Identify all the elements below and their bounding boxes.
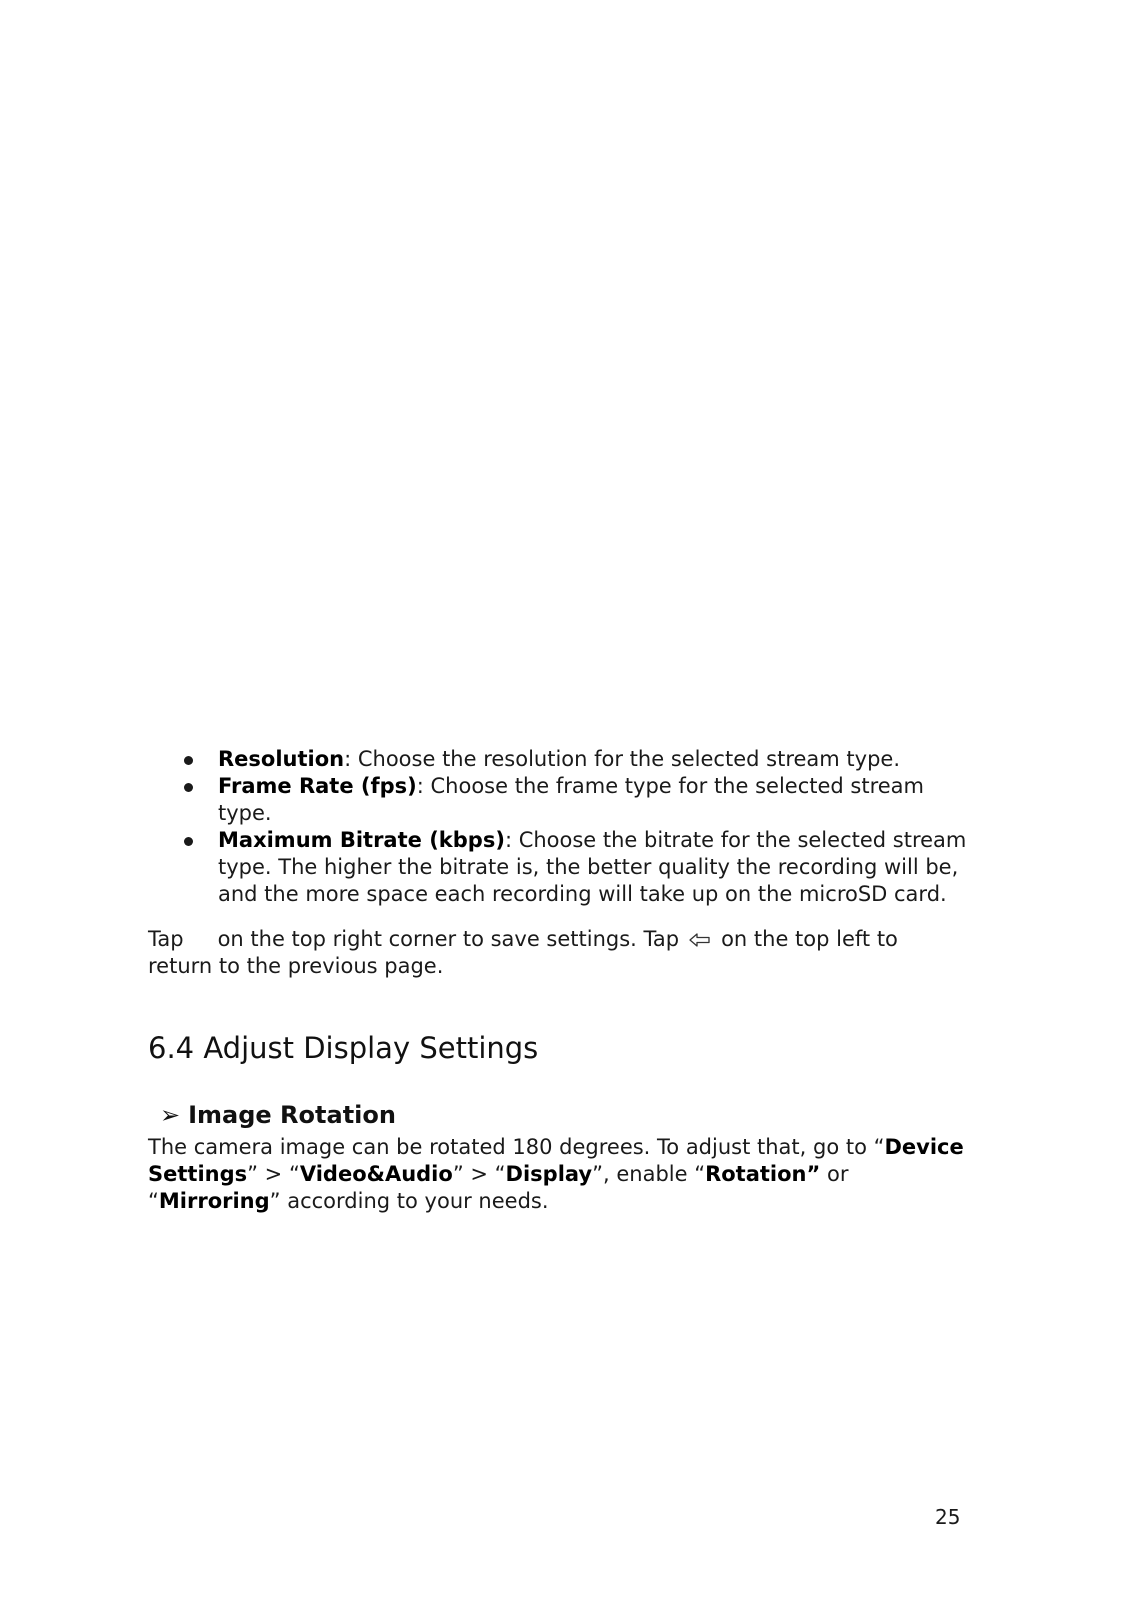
back-arrow-icon xyxy=(679,928,721,948)
arrow-bullet-icon: ➢ xyxy=(160,1101,181,1129)
page-number: 25 xyxy=(935,1505,961,1529)
bullet-text: : Choose the bitrate for the selected stream type. The higher the bitrate is, the better quality the recording will be, and the more space each recording will take up on the microSD card. xyxy=(218,828,967,906)
body-text: ” according to your needs. xyxy=(269,1189,549,1213)
bullet-term: Resolution xyxy=(218,747,345,771)
list-item xyxy=(148,773,968,827)
rotation-description xyxy=(148,1134,968,1215)
body-bold: Device Settings xyxy=(148,1135,964,1186)
subsection-label: Image Rotation xyxy=(188,1101,396,1129)
list-item xyxy=(148,827,968,908)
body-bold: Video&Audio xyxy=(299,1162,453,1186)
section-title: 6.4 Adjust Display Settings xyxy=(148,1031,539,1065)
bullet-dot-icon xyxy=(184,756,193,765)
bullet-dot-icon xyxy=(184,783,193,792)
subsection-title xyxy=(160,1100,396,1130)
body-bold: Rotation” xyxy=(705,1162,821,1186)
body-bold: Display xyxy=(505,1162,593,1186)
body-bold: Mirroring xyxy=(158,1189,270,1213)
body-text: ”, enable “ xyxy=(592,1162,706,1186)
bullet-term: Frame Rate (fps) xyxy=(218,774,417,798)
body-text: ” > “ xyxy=(247,1162,300,1186)
tap-text-2: on the top right corner to save settings. Tap xyxy=(217,927,680,951)
body-text: ” > “ xyxy=(452,1162,506,1186)
list-item xyxy=(148,746,968,773)
tap-instructions xyxy=(148,926,968,980)
bullet-dot-icon xyxy=(184,837,193,846)
bullet-text: : Choose the resolution for the selected stream type. xyxy=(344,747,900,771)
tap-text-1: Tap xyxy=(148,927,184,951)
tap-text-3: on the top left to return to the previous page. xyxy=(148,927,898,978)
bullet-text: : Choose the frame type for the selected stream type. xyxy=(218,774,924,825)
body-text: or “ xyxy=(148,1162,849,1213)
bullet-term: Maximum Bitrate (kbps) xyxy=(218,828,505,852)
settings-bullet-list xyxy=(148,746,968,908)
body-text: The camera image can be rotated 180 degrees. To adjust that, go to “ xyxy=(148,1135,885,1159)
